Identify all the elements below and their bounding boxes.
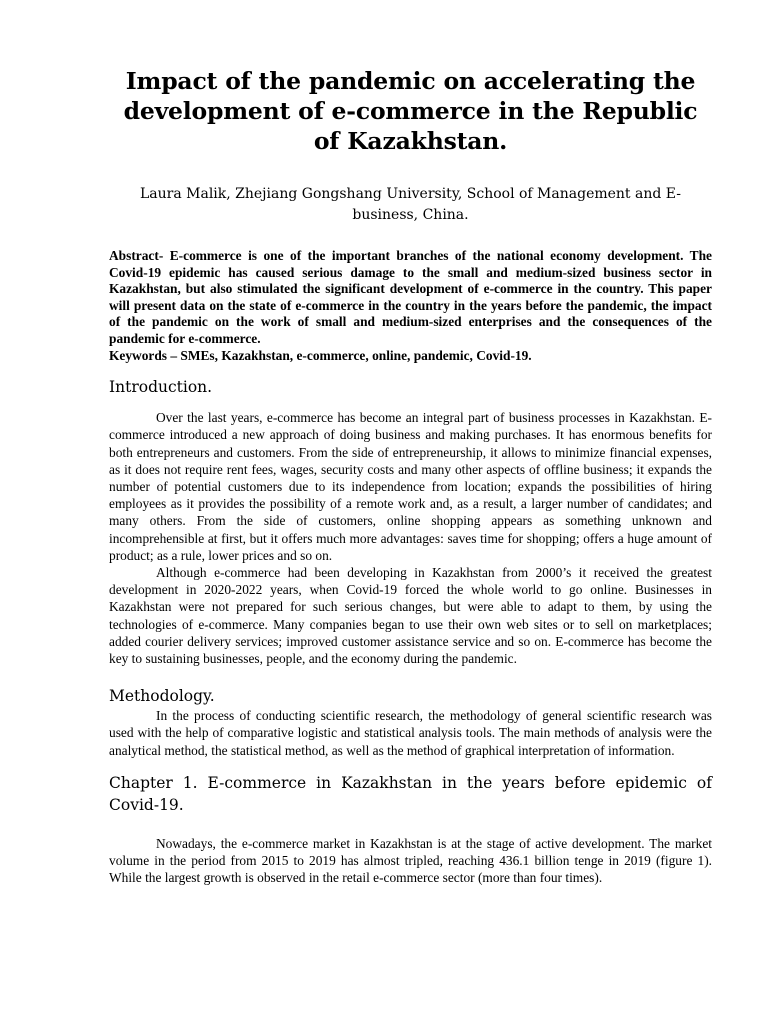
keywords: Keywords – SMEs, Kazakhstan, e-commerce, online, pandemic, Covid-19.	[109, 347, 532, 363]
abstract-section	[109, 248, 712, 364]
introduction-paragraph-2: Although e-commerce had been developing in Kazakhstan from 2000’s it received the greatest development in 2020-2022 years, when Covid-19 forced the whole world to go online. Businesses in Kazakhstan were not prepared for such serious changes, but were able to adapt to them, by using the technologies of e-commerce. Many companies began to use their own web sites or to sell on marketplaces; added courier delivery services; improved customer assistance service and so on. E-commerce has become the key to sustaining businesses, people, and the economy during the pandemic.	[109, 564, 712, 666]
chapter1-heading: Chapter 1. E-commerce in Kazakhstan in the years before epidemic of Covid-19.	[109, 773, 712, 814]
methodology-heading: Methodology.	[109, 687, 215, 706]
introduction-heading: Introduction.	[109, 378, 213, 397]
paper-title: Impact of the pandemic on accelerating the development of e-commerce in the Republic of Kazakhstan.	[123, 67, 698, 155]
abstract-text: Abstract- E-commerce is one of the important branches of the national economy development. The Covid-19 epidemic has caused serious damage to the small and medium-sized business sector in Kazakhstan, but also stimulated the significant development of e-commerce in the country. This paper will present data on the state of e-commerce in the country in the years before the pandemic, the impact of the pandemic on the work of small and medium-sized enterprises and the consequences of the pandemic for e-commerce.	[109, 248, 712, 346]
author-affiliation: Laura Malik, Zhejiang Gongshang University, School of Management and E-business, China.	[139, 186, 681, 223]
chapter1-paragraph: Nowadays, the e-commerce market in Kazakhstan is at the stage of active development. The market volume in the period from 2015 to 2019 has almost tripled, reaching 436.1 billion tenge in 2019 (figure 1). While the largest growth is observed in the retail e-commerce sector (more than four times).	[109, 835, 712, 886]
methodology-paragraph: In the process of conducting scientific research, the methodology of general scientific research was used with the help of comparative logistic and statistical analysis tools. The main methods of analysis were the analytical method, the statistical method, as well as the method of graphical interpretation of information.	[109, 708, 712, 758]
introduction-paragraph-1: Over the last years, e-commerce has become an integral part of business processes in Kazakhstan. E-commerce introduced a new approach of doing business and making purchases. It has enormous benefits for both entrepreneurs and customers. From the side of entrepreneurship, it allows to minimize financial expenses, as it does not require rent fees, wages, security costs and many other aspects of offline business; it expands the number of potential customers due to its independence from location; expands the possibilities of hiring employees as it provides the possibility of a remote work and, as a result, a larger number of candidates; and many others. From the side of customers, online shopping appears as something unknown and incomprehensible at first, but it offers much more advantages: saves time for shopping; offers a huge amount of product; as a rule, lower prices and so on.	[109, 410, 712, 563]
paper-page	[109, 66, 712, 886]
